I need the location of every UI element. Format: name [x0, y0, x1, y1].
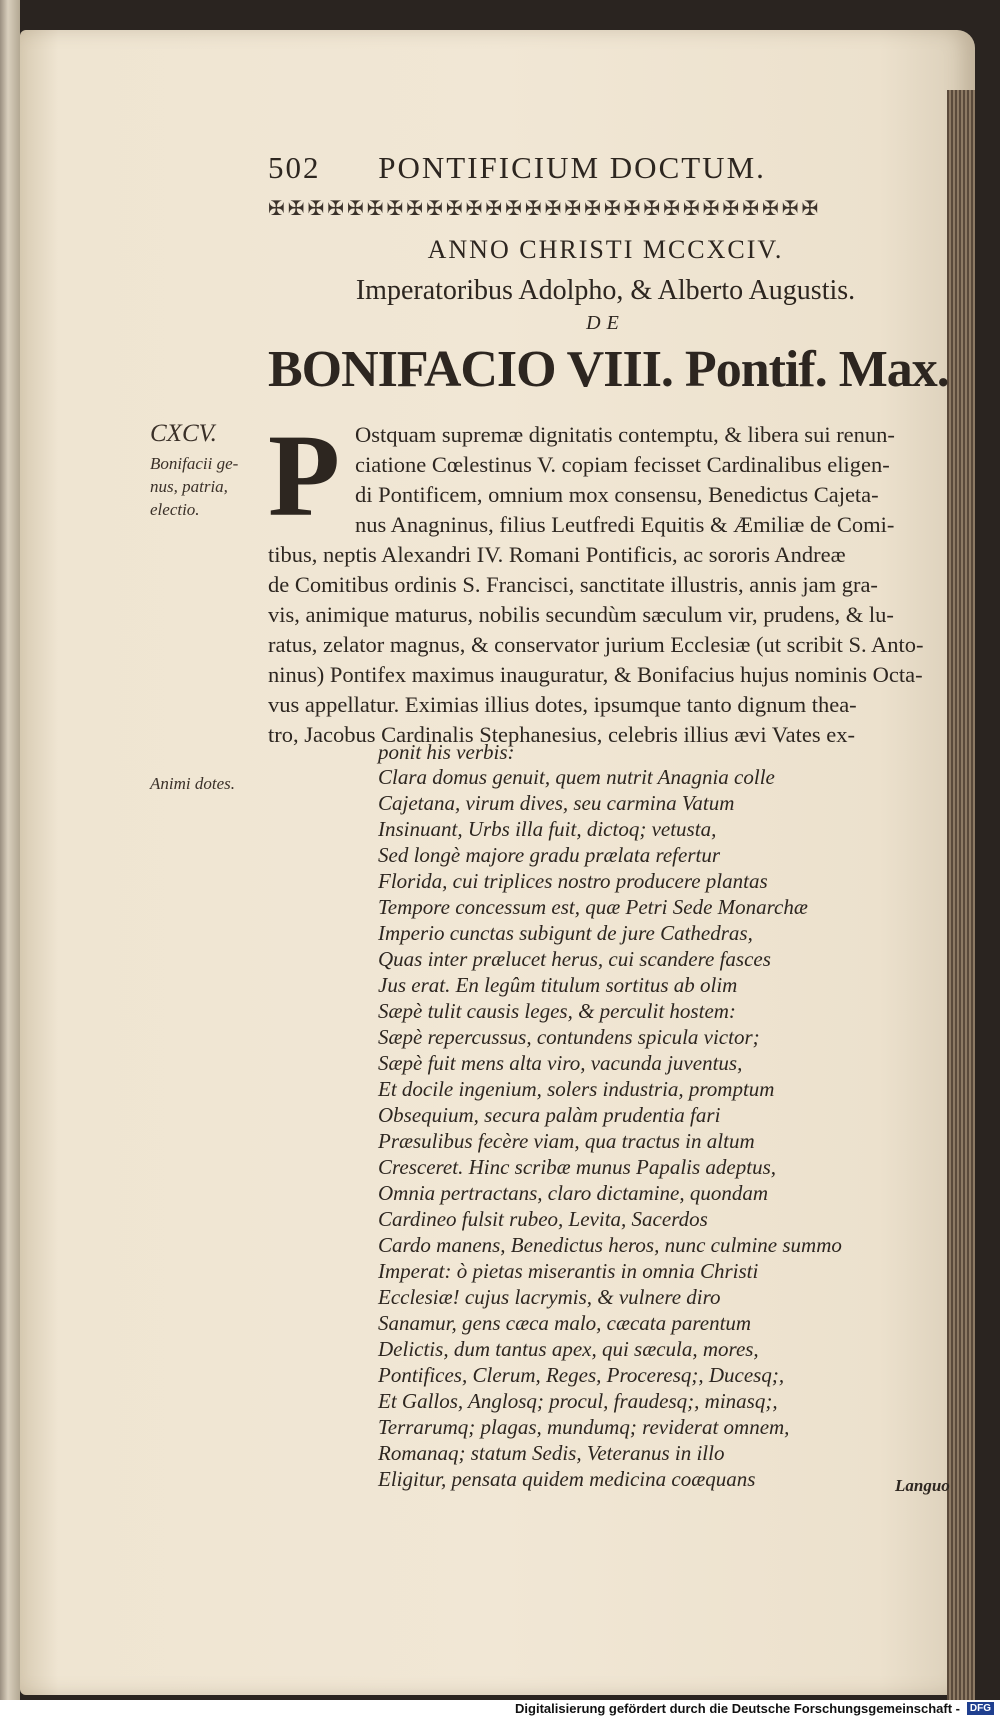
verse-line: Romanaq; statum Sedis, Veteranus in illo: [378, 1441, 725, 1465]
verse-line: Cajetana, virum dives, seu carmina Vatum: [378, 791, 735, 815]
verse-line: Sed longè majore gradu prælata refertur: [378, 843, 721, 867]
verse-line: Florida, cui triplices nostro producere plantas: [378, 869, 768, 893]
margin-note-number: [150, 422, 217, 447]
verse-line: Cresceret. Hinc scribæ munus Papalis adeptus,: [378, 1155, 776, 1179]
chapter-title: BONIFACIO VIII. Pontif. Max.: [268, 341, 949, 398]
book-left-edge: [0, 0, 20, 1718]
verse-line: Delictis, dum tantus apex, qui sæcula, mores,: [378, 1337, 759, 1361]
verse-line: Imperat: ò pietas miserantis in omnia Christi: [378, 1259, 759, 1283]
verse-line: Cardineo fulsit rubeo, Levita, Sacerdos: [378, 1207, 708, 1231]
verse-line: Sæpè tulit causis leges, & perculit hostem:: [378, 999, 736, 1023]
verse-line: Præsulibus fecère viam, qua tractus in altum: [378, 1129, 755, 1153]
emperors-heading: Imperatoribus Adolpho, & Alberto Augustis.: [355, 275, 856, 306]
verse-line: Obsequium, secura palàm prudentia fari: [378, 1103, 721, 1127]
section-number: CXCV.: [150, 420, 217, 447]
verse-line: Terrarumq; plagas, mundumq; reviderat omnem,: [378, 1415, 790, 1439]
de-heading: DE: [586, 312, 625, 334]
verse-line: Omnia pertractans, claro dictamine, quondam: [378, 1181, 769, 1205]
verse-line: Clara domus genuit, quem nutrit Anagnia colle: [378, 765, 775, 789]
footer-credit: Digitalisierung gefördert durch die Deutsche Forschungsgemeinschaft -: [515, 1701, 960, 1716]
anno-heading: ANNO CHRISTI MCCXCIV.: [427, 235, 784, 264]
paragraph-line: vus appellatur. Eximias illius dotes, ipsumque tanto dignum thea-: [268, 692, 857, 717]
paragraph-line: ciatione Cœlestinus V. copiam fecisset Cardinalibus eligen-: [355, 452, 890, 477]
paragraph-line: de Comitibus ordinis S. Francisci, sanctitate illustris, annis jam gra-: [268, 572, 878, 597]
paragraph-line: nus Anagninus, filius Leutfredi Equitis & Æmiliæ de Comi-: [355, 512, 895, 537]
paragraph-line: di Pontificem, omnium mox consensu, Benedictus Cajeta-: [355, 482, 879, 507]
verse-line: Quas inter prælucet herus, cui scandere fasces: [378, 947, 771, 971]
verse-line: Eligitur, pensata quidem medicina coæquans: [378, 1467, 756, 1491]
verse-line: Sanamur, gens cæca malo, cæcata parentum: [378, 1311, 752, 1335]
verse-line: ponit his verbis:: [378, 740, 515, 764]
running-header: [268, 150, 766, 186]
verse-line: Pontifices, Clerum, Reges, Proceresq;, Ducesq;,: [378, 1363, 785, 1387]
verse-line: Jus erat. En legûm titulum sortitus ab olim: [378, 973, 738, 997]
drop-cap: P: [268, 410, 341, 541]
verse-line: Sæpè repercussus, contundens spicula victor;: [378, 1025, 760, 1049]
verse-line: Tempore concessum est, quæ Petri Sede Monarchæ: [378, 895, 808, 919]
page-number: 502: [268, 150, 321, 185]
ornamental-rule: ✠✠✠✠✠✠✠✠✠✠✠✠✠✠✠✠✠✠✠✠✠✠✠✠✠✠✠✠: [268, 198, 822, 220]
verse-line: Cardo manens, Benedictus heros, nunc culmine summo: [378, 1233, 842, 1257]
verse-line: Insinuant, Urbs illa fuit, dictoq; vetusta,: [378, 817, 717, 841]
verse-line: Imperio cunctas subigunt de jure Cathedras,: [378, 921, 753, 945]
verse-line: Sæpè fuit mens alta viro, vacunda juventus,: [378, 1051, 743, 1075]
paragraph-line: vis, animique maturus, nobilis secundùm sæculum vir, prudens, & lu-: [268, 602, 894, 627]
page-fore-edge: [947, 90, 975, 1700]
margin-note-animi: Animi dotes.: [150, 774, 235, 793]
margin-note-line: Bonifacii ge-: [150, 454, 239, 473]
paragraph-line: tibus, neptis Alexandri IV. Romani Pontificis, ac sororis Andreæ: [268, 542, 846, 567]
footer-bar: [0, 1700, 1000, 1718]
paragraph-line: ratus, zelator magnus, & conservator jurium Ecclesiæ (ut scribit S. Anto-: [268, 632, 924, 657]
running-title: PONTIFICIUM DOCTUM.: [378, 150, 766, 185]
paragraph-line: tro, Jacobus Cardinalis Stephanesius, celebris illius ævi Vates ex-: [268, 722, 855, 747]
paragraph-line: ninus) Pontifex maximus inauguratur, & Bonifacius hujus nominis Octa-: [268, 662, 923, 687]
margin-note-line: nus, patria,: [150, 477, 228, 496]
verse-line: Ecclesiæ! cujus lacrymis, & vulnere diro: [378, 1285, 721, 1309]
verse-line: Et docile ingenium, solers industria, promptum: [378, 1077, 775, 1101]
verse-line: Et Gallos, Anglosq; procul, fraudesq;, minasq;,: [378, 1389, 778, 1413]
dfg-logo: DFG: [967, 1702, 994, 1715]
margin-note-line: electio.: [150, 500, 200, 519]
paragraph-line: Ostquam supremæ dignitatis contemptu, & libera sui renun-: [355, 422, 895, 447]
catchword: Languo: [895, 1476, 950, 1495]
